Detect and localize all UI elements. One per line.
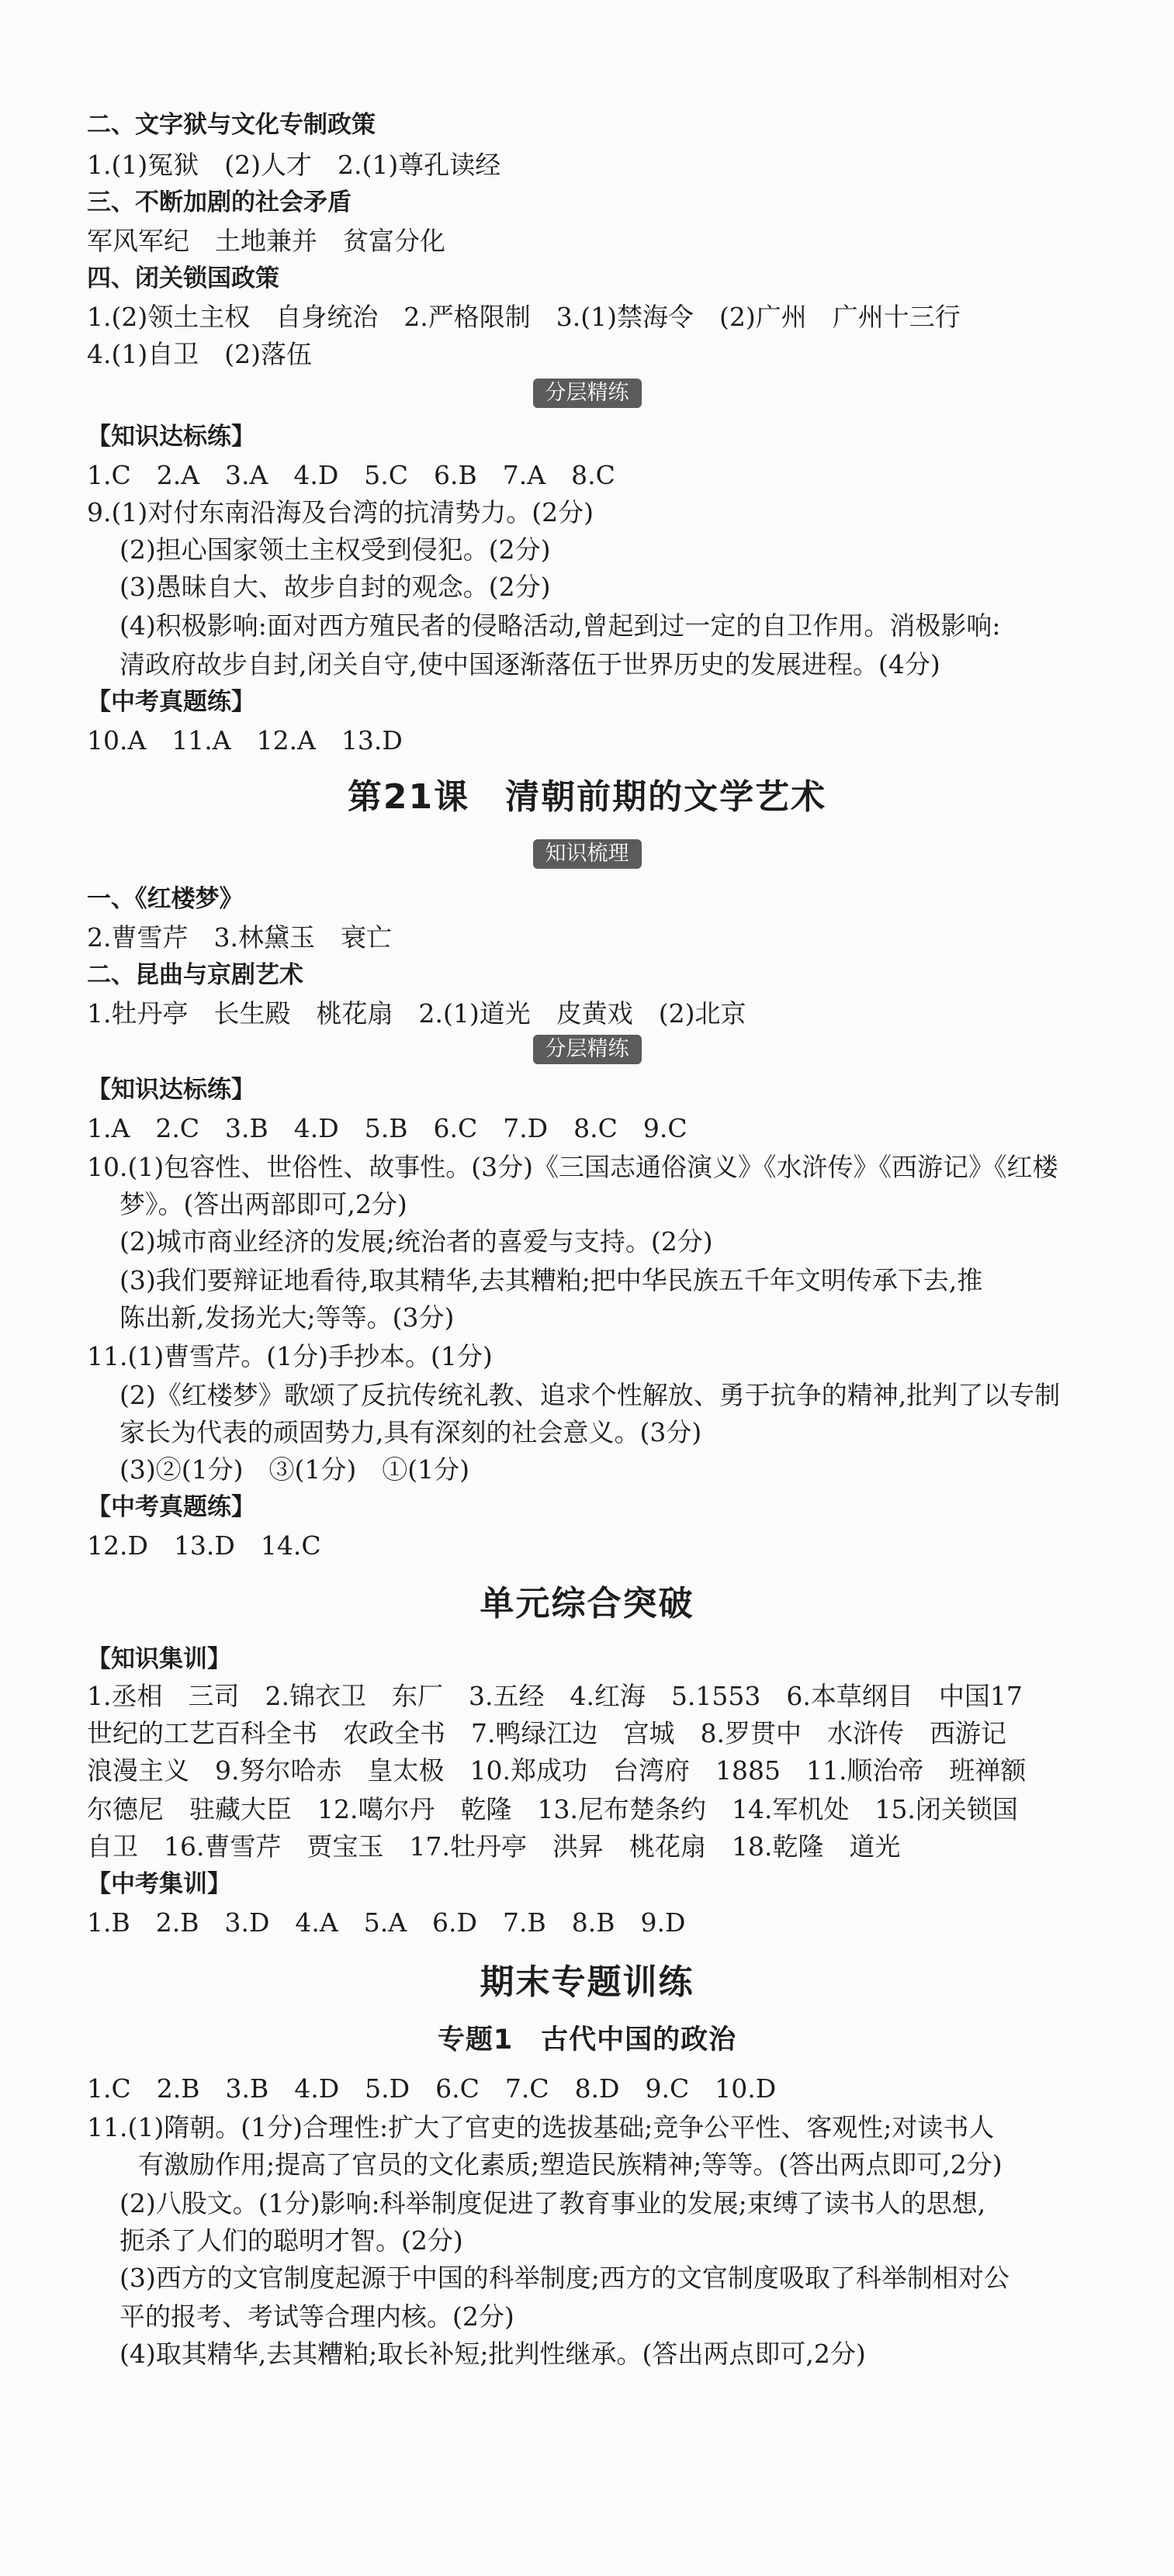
answer-line: (4)积极影响:面对西方殖民者的侵略活动,曾起到过一定的自卫作用。消极影响:	[119, 610, 1001, 641]
answer-line: 12.D 13.D 14.C	[87, 1530, 321, 1561]
answer-line: 有激励作用;提高了官员的文化素质;塑造民族精神;等等。(答出两点即可,2分)	[138, 2149, 1003, 2180]
answer-line: 1.丞相 三司 2.锦衣卫 东厂 3.五经 4.红海 5.1553 6.本草纲目 中国17	[87, 1681, 1023, 1711]
answer-line: 世纪的工艺百科全书 农政全书 7.鸭绿江边 宫城 8.罗贯中 水浒传 西游记	[87, 1718, 1006, 1748]
answer-line: 1.A 2.C 3.B 4.D 5.B 6.C 7.D 8.C 9.C	[87, 1113, 687, 1143]
answer-line: 尔德尼 驻藏大臣 12.噶尔丹 乾隆 13.尼布楚条约 14.军机处 15.闭关锁国	[87, 1794, 1018, 1824]
answer-line: (2)担心国家领土主权受到侵犯。(2分)	[119, 534, 551, 565]
section-heading: 三、不断加剧的社会矛盾	[87, 188, 352, 216]
lesson-title: 第21课 清朝前期的文学艺术	[347, 777, 827, 817]
section-badge	[0, 839, 1174, 869]
answer-line: 4.(1)自卫 (2)落伍	[87, 339, 312, 369]
badge-label: 知识梳理	[533, 839, 642, 869]
exercise-heading: 【中考真题练】	[87, 1493, 255, 1521]
exercise-heading: 【知识达标练】	[87, 423, 255, 451]
answer-line: 1.(2)领土主权 自身统治 2.严格限制 3.(1)禁海令 (2)广州 广州十三行	[87, 302, 961, 332]
answer-line: 扼杀了人们的聪明才智。(2分)	[119, 2225, 463, 2256]
badge-label: 分层精练	[533, 1035, 642, 1064]
answer-line: (2)城市商业经济的发展;统治者的喜爱与支持。(2分)	[119, 1226, 713, 1257]
answer-line: 家长为代表的顽固势力,具有深刻的社会意义。(3分)	[119, 1417, 702, 1447]
answer-line: 1.(1)冤狱 (2)人才 2.(1)尊孔读经	[87, 150, 501, 180]
answer-line: (3)②(1分) ③(1分) ①(1分)	[119, 1454, 469, 1485]
section-heading: 四、闭关锁国政策	[87, 265, 279, 292]
answer-line: 平的报考、考试等合理内核。(2分)	[119, 2301, 514, 2332]
answer-line: 1.C 2.A 3.A 4.D 5.C 6.B 7.A 8.C	[87, 460, 615, 490]
unit-title: 单元综合突破	[480, 1584, 694, 1623]
answer-line: 2.曹雪芹 3.林黛玉 衰亡	[87, 922, 392, 953]
answer-line: (3)我们要辩证地看待,取其精华,去其糟粕;把中华民族五千年文明传承下去,推	[119, 1265, 983, 1295]
section-heading: 二、昆曲与京剧艺术	[87, 961, 303, 989]
section-heading: 一、《红楼梦》	[87, 885, 244, 913]
answer-line: (3)西方的文官制度起源于中国的科举制度;西方的文官制度吸取了科举制相对公	[119, 2263, 1010, 2293]
exercise-heading: 【知识集训】	[87, 1645, 231, 1673]
answer-line: (2)八股文。(1分)影响:科举制度促进了教育事业的发展;束缚了读书人的思想,	[119, 2188, 986, 2218]
answer-line: (4)取其精华,去其糟粕;取长补短;批判性继承。(答出两点即可,2分)	[119, 2339, 866, 2369]
answer-line: 清政府故步自封,闭关自守,使中国逐渐落伍于世界历史的发展进程。(4分)	[119, 649, 940, 679]
exercise-heading: 【中考集训】	[87, 1870, 231, 1898]
final-title: 期末专题训练	[480, 1962, 694, 2002]
answer-line: 1.B 2.B 3.D 4.A 5.A 6.D 7.B 8.B 9.D	[87, 1907, 686, 1938]
topic-title: 专题1 古代中国的政治	[437, 2024, 737, 2056]
section-badge	[0, 1035, 1174, 1064]
answer-line: 陈出新,发扬光大;等等。(3分)	[119, 1302, 455, 1333]
answer-line: 1.C 2.B 3.B 4.D 5.D 6.C 7.C 8.D 9.C 10.D	[87, 2073, 777, 2104]
answer-line: 1.牡丹亭 长生殿 桃花扇 2.(1)道光 皮黄戏 (2)北京	[87, 998, 746, 1029]
answer-line: 10.(1)包容性、世俗性、故事性。(3分)《三国志通俗演义》《水浒传》《西游记》《红楼	[87, 1152, 1058, 1182]
answer-line: 11.(1)隋朝。(1分)合理性:扩大了官吏的选拔基础;竞争公平性、客观性;对读书人	[87, 2112, 995, 2142]
answer-line: (2)《红楼梦》歌颂了反抗传统礼教、追求个性解放、勇于抗争的精神,批判了以专制	[119, 1380, 1061, 1410]
answer-line: 浪漫主义 9.努尔哈赤 皇太极 10.郑成功 台湾府 1885 11.顺治帝 班禅额	[87, 1755, 1027, 1786]
badge-label: 分层精练	[533, 379, 642, 408]
exercise-heading: 【中考真题练】	[87, 688, 255, 716]
answer-line: (3)愚昧自大、故步自封的观念。(2分)	[119, 572, 551, 602]
section-badge	[0, 379, 1174, 408]
answer-line: 梦》。(答出两部即可,2分)	[119, 1189, 407, 1219]
answer-line: 军风军纪 土地兼并 贫富分化	[87, 226, 445, 256]
exercise-heading: 【知识达标练】	[87, 1076, 255, 1104]
answer-line: 10.A 11.A 12.A 13.D	[87, 725, 403, 756]
answer-line: 9.(1)对付东南沿海及台湾的抗清势力。(2分)	[87, 497, 594, 527]
answer-line: 自卫 16.曹雪芹 贾宝玉 17.牡丹亭 洪昇 桃花扇 18.乾隆 道光	[87, 1831, 901, 1862]
section-heading: 二、文字狱与文化专制政策	[87, 111, 376, 139]
answer-line: 11.(1)曹雪芹。(1分)手抄本。(1分)	[87, 1341, 493, 1371]
